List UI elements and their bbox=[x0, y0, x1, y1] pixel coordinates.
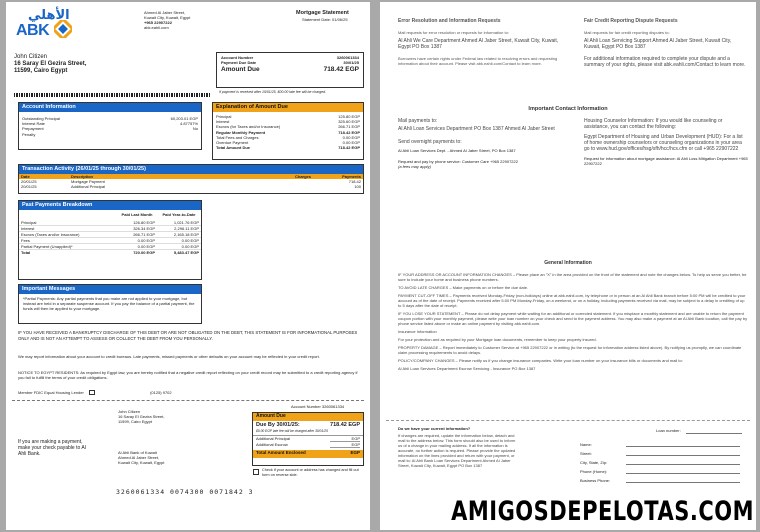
amount-due: 718.42 EGP bbox=[323, 66, 359, 74]
update-info-form-text bbox=[398, 426, 518, 468]
bank-address-line: Kuwait City, Kuwait, Egypt bbox=[144, 15, 191, 20]
expl-label: Principal bbox=[216, 114, 232, 119]
expl-value: 718.42 EGP bbox=[338, 145, 360, 151]
update-form-instructions: If changes are required, update the information below, detach and mail to the address below. This form should also be used to inform us of a change in your mailing address. If all the information is accurate, no further action is required. Please provide the updated information on the lines provided and return with your payment, or mail to: Al Ahli Bank Loan Services Department Ahmed Al Jaber Street, Kuwait City, Kuwait, Egypt PO Box 1387 bbox=[398, 433, 516, 468]
expl-value: 0.00 EGP bbox=[342, 134, 360, 140]
member-text: Member FDIC Equal Housing Lender bbox=[18, 390, 84, 395]
coupon-amount-box bbox=[252, 412, 364, 466]
total-enclosed-field[interactable]: EGP bbox=[350, 450, 360, 456]
logo-latin-text: ABK bbox=[16, 22, 50, 39]
pp-month: 266.71 EGP bbox=[133, 232, 155, 237]
general-info-late-charges: TO AVOID LATE CHARGES – Make payments on or before the due date. bbox=[398, 285, 529, 290]
coupon-address bbox=[118, 409, 164, 424]
col-header: Paid Year-to-Date bbox=[162, 212, 196, 217]
coupon-account-number: Account Number 3260061334 bbox=[291, 404, 345, 409]
field-label: Business Phone: bbox=[580, 478, 611, 483]
credit-report-note: We may report information about your account to credit bureaus. Late payments, missed payments or other defaults on your account may be reflected in your credit report. bbox=[18, 354, 320, 359]
late-fee-note: If payment is received after 15/01/25, $00.00 late fee will be charged. bbox=[219, 90, 327, 94]
business-phone-field[interactable] bbox=[626, 478, 740, 483]
logo-mark-icon bbox=[54, 20, 72, 38]
coupon-late-fee: $0.00 EGP late fee will be charged after 30/01/25 bbox=[256, 429, 328, 433]
overnight-address: Al Ahli Loan Services Dept. - Ahmed Al Jaber Street, PO Box 1387 bbox=[398, 148, 516, 153]
bankruptcy-notice: IF YOU HAVE RECEIVED A BANKRUPTCY DISCHARGE OF THIS DEBT OR ARE NOT OBLIGATED ON THE DEBT, THIS STATEMENT IS FOR INFORMATIONAL PURPOSES ONLY AND IS NOT AN ATTEMPT TO ASSESS OR COLLECT THE DEBT FROM YOU PERSONALLY. bbox=[18, 330, 358, 341]
account-information-panel bbox=[18, 102, 202, 150]
expl-value: 0.00 EGP bbox=[342, 140, 360, 146]
important-messages-panel bbox=[18, 284, 202, 324]
amount-due-label: Amount Due bbox=[221, 66, 260, 74]
info-value: No bbox=[192, 126, 198, 132]
expl-value: 125.80 EGP bbox=[338, 114, 360, 119]
expl-value: 266.71 EGP bbox=[338, 124, 360, 130]
field-label: Street: bbox=[580, 451, 592, 456]
due-date: 30/01/25 bbox=[343, 60, 359, 66]
fair-credit-section bbox=[584, 18, 748, 68]
insurance-title: Insurance Information bbox=[398, 329, 437, 334]
col-header: Description bbox=[71, 174, 94, 179]
general-info-body bbox=[398, 272, 748, 371]
coupon-amount-due-title: Amount Due bbox=[253, 413, 363, 421]
tx-payments: 718.42 bbox=[348, 179, 361, 184]
pp-month: 326.34 EGP bbox=[133, 226, 155, 231]
col-header: Payments bbox=[342, 174, 361, 179]
member-fdic-note bbox=[18, 390, 172, 395]
error-resolution-address: Al Ahli We Care Department Ahmed Al Jaber Street, Kuwait City, Kuwait, Egypt PO Box 1387 bbox=[398, 38, 559, 50]
pp-ytd: 2,296.11 EGP bbox=[174, 226, 199, 231]
expl-value: 325.60 EGP bbox=[338, 119, 360, 125]
phone-pay-service: Request and pay by phone service: Customer Care +965 22907222 bbox=[398, 159, 518, 164]
mail-payments-label: Mail payments to: bbox=[398, 118, 438, 124]
important-messages-title: Important Messages bbox=[19, 285, 201, 294]
address-change-note: Check if your account or address has changed and fill out form on reverse side. bbox=[262, 468, 359, 477]
pp-ytd: 0.00 EGP bbox=[181, 238, 199, 243]
back-tear-line bbox=[386, 420, 750, 421]
home-phone-field[interactable] bbox=[626, 469, 740, 474]
name-field[interactable] bbox=[626, 442, 740, 447]
tx-description: Mortgage Payment bbox=[71, 179, 105, 184]
pp-ytd: 1,021.76 EGP bbox=[173, 220, 199, 225]
watermark-text: AMIGOSDEPELOTAS.COM bbox=[451, 496, 754, 526]
coupon-pay-note: If you are making a payment, make your check payable to Al Ahli Bank. bbox=[18, 439, 86, 457]
bank-phone: +965 22907222 bbox=[144, 20, 172, 25]
col-header: Paid Last Month bbox=[121, 212, 153, 217]
pp-month: 126.80 EGP bbox=[133, 220, 155, 225]
amount-due-summary bbox=[216, 52, 364, 88]
mail-payments-address: Al Ahli Loan Services Department PO Box 1387 Ahmed Al Jaber Street bbox=[398, 126, 555, 132]
contact-info-title: Important Contact Information bbox=[528, 106, 608, 112]
abk-logo bbox=[14, 8, 74, 42]
pp-label: Partial Payment (Unapplied)* bbox=[21, 244, 73, 249]
pp-label: Principal bbox=[21, 220, 37, 225]
statement-date: Statement Date: 01/06/25 bbox=[302, 17, 348, 22]
error-resolution-section bbox=[398, 18, 568, 66]
tx-charges bbox=[229, 184, 313, 189]
hud-info: Egypt Department of Housing and Urban Development (HUD): For a list of home ownership counselors or counseling organizations in your area go to www.hud.gov/offices/hsg/sfh/hcc/hcs.cfm or call +965 22907222 bbox=[584, 134, 743, 152]
policy-changes: POLICY/COMPANY CHANGES – Please notify us if you change insurance companies. Write your loan number on your insurance bills or documents and mail to: bbox=[398, 358, 683, 363]
payment-contacts bbox=[398, 118, 568, 169]
customer-name: John Citizen bbox=[14, 54, 48, 60]
postal-barcode bbox=[14, 93, 210, 97]
general-info-lost-statement: IF YOU LOSE YOUR STATEMENT – Please do not delay payment while waiting for an additional or corrected statement. If you misplace a monthly statement and are unable to return the payment coupon portion with your monthly payment, please write your loan number on your check and send to the payment address. You may also make a payment at an Al Ahli Bank location, call the pay by phone service listed above or make an online payment by visiting abk.eahli.com. bbox=[398, 311, 748, 326]
error-resolution-text: Mail requests for error resolution or requests for information to: bbox=[398, 30, 509, 35]
account-number-label: Account Number bbox=[221, 55, 254, 60]
mortgage-assistance-info: Request for information about mortgage assistance: Al Ahli Loss Mitigation Department +965 22907222 bbox=[584, 156, 748, 166]
expl-label: Total Amount Due bbox=[216, 145, 250, 151]
pp-label: Escrow (Taxes and/or Insurance) bbox=[21, 232, 80, 237]
transaction-activity-title: Transaction Activity (26/01/25 through 30/01/25) bbox=[19, 165, 363, 174]
explanation-title: Explanation of Amount Due bbox=[213, 103, 363, 112]
pp-label: Interest bbox=[21, 226, 35, 231]
info-label: Interest Rate bbox=[22, 121, 45, 127]
tx-date: 20/01/25 bbox=[21, 184, 37, 189]
coupon-bank-line: Al Ahli Bank of Kuwait bbox=[118, 450, 157, 455]
explanation-panel bbox=[212, 102, 364, 160]
counselor-info: Housing Counselor Information: If you would like counseling or assistance, you can contact the following: bbox=[584, 118, 723, 130]
field-label: Name: bbox=[580, 442, 592, 447]
tear-line bbox=[12, 400, 364, 401]
coupon-due-amount: 718.42 EGP bbox=[330, 422, 360, 428]
expl-value: 718.42 EGP bbox=[338, 129, 360, 135]
pp-ytd: 0.00 EGP bbox=[181, 244, 199, 249]
bank-website[interactable]: abk.eahli.com bbox=[144, 25, 169, 30]
statement-front-page bbox=[6, 2, 370, 530]
additional-principal-label: Additional Principal bbox=[256, 436, 291, 441]
tx-description: Additional Principal bbox=[71, 184, 106, 189]
tx-date: 20/01/25 bbox=[21, 179, 37, 184]
egypt-residents-notice: NOTICE TO EGYPT RESIDENTS: As required by Egypt law, you are hereby notified that a negative credit report reflecting on your credit record may be submitted to a credit reporting agency if you fail to fulfill the terms of your credit obligations. bbox=[18, 370, 358, 380]
additional-escrow-field[interactable]: EGP bbox=[330, 442, 360, 448]
total-enclosed-label: Total Amount Enclosed bbox=[256, 450, 306, 456]
pp-label: Total bbox=[21, 250, 31, 255]
info-value: 4.87757% bbox=[179, 121, 198, 127]
coupon-bank-line: Kuwait City, Kuwait, Egypt bbox=[118, 460, 165, 465]
pp-ytd: 2,165.18 EGP bbox=[173, 232, 199, 237]
bank-address-line: Ahmed Al Jaber Street, bbox=[144, 10, 186, 15]
error-resolution-title: Error Resolution and Information Requests bbox=[398, 18, 501, 24]
loan-number-field[interactable] bbox=[686, 433, 742, 434]
equal-housing-icon bbox=[89, 390, 95, 395]
customer-address-block bbox=[14, 54, 86, 75]
property-damage: PROPERTY DAMAGE – Report immediately to Customer Service at +965 22907222 or in writing (to the request for information address listed above). By notifying us promptly, we can coordinate claim processing requirements to avoid delays. bbox=[398, 345, 742, 355]
additional-escrow-label: Additional Escrow bbox=[256, 442, 288, 448]
expl-label: Total Fees and Charges bbox=[216, 134, 259, 140]
field-label: City, State, Zip: bbox=[580, 460, 608, 465]
general-info-address-change: IF YOUR ADDRESS OR ACCOUNT INFORMATION CHANGES – Please place an "X" in the area provided on the front of the statement and note the changes below. To help us serve you better, be sure to include your home and business phone numbers. bbox=[398, 272, 747, 282]
fair-credit-address: Al Ahli Loan Servicing Support Ahmed Al Jaber Street, Kuwait City, Kuwait, Egypt PO Box 1387 bbox=[584, 38, 732, 50]
table-row bbox=[19, 250, 201, 256]
additional-principal-field[interactable]: EGP bbox=[330, 436, 360, 442]
pp-ytd: 5,483.47 EGP bbox=[173, 250, 199, 255]
coupon-due-by: Due By 30/01/25: bbox=[256, 422, 300, 428]
fees-note: (a fees may apply) bbox=[398, 164, 431, 169]
info-label: Penalty bbox=[22, 131, 36, 137]
address-change-checkbox[interactable] bbox=[253, 469, 259, 475]
street-field[interactable] bbox=[626, 451, 740, 456]
bank-address-block bbox=[144, 10, 190, 30]
statement-title: Mortgage Statement bbox=[296, 10, 349, 16]
info-value: 60,203.01 EGP bbox=[170, 116, 198, 121]
expl-label: Interest bbox=[216, 119, 230, 125]
coupon-bank-line: Ahmed Al Jaber Street, bbox=[118, 455, 160, 460]
pp-label: Fees bbox=[21, 238, 30, 243]
account-information-title: Account Information bbox=[19, 103, 201, 112]
general-info-cutoff: PAYMENT CUT-OFF TIMES – Payments received Monday-Friday (non-holidays) online at abk.eahli.com, by telephone or in person at an Al Ahli Bank branch before 5:00 PM will be credited to your account as of the date of receipt. Payments received after 5:00 PM Monday-Friday, on a weekend, or on a holiday, including payments received via mail, may be subject to a delay in crediting of up to 5 days after the date of receipt. bbox=[398, 293, 746, 308]
tx-payments: 100 bbox=[354, 184, 361, 189]
table-row bbox=[19, 184, 363, 189]
overnight-label: Send overnight payments to: bbox=[398, 139, 462, 145]
field-label: Phone (Home): bbox=[580, 469, 608, 474]
customer-city: 11599, Cairo Egypt bbox=[14, 68, 68, 74]
micr-line: 3260061334 0074300 0071842 3 bbox=[116, 488, 254, 496]
col-header: Charges bbox=[294, 174, 311, 179]
member-phone: (0125) 9702 bbox=[150, 390, 172, 395]
account-number: 3260061334 bbox=[336, 55, 359, 60]
fair-credit-title: Fair Credit Reporting Dispute Requests bbox=[584, 18, 678, 24]
coupon-bank-address bbox=[118, 450, 164, 465]
col-header: Date bbox=[21, 174, 30, 179]
important-messages-text: *Partial Payments: Any partial payments that you make are not applied to your mortgage, but instead are held in a separate suspense account. If you pay the balance of a partial payment, the funds will then be applied to your mortgage. bbox=[23, 296, 195, 311]
coupon-street: 16 Saray El Gezira Street, bbox=[118, 414, 165, 419]
info-label: Outstanding Principal bbox=[22, 116, 61, 121]
pp-month: 0.00 EGP bbox=[137, 238, 155, 243]
insurance-protection: For your protection and as required by your Mortgage loan documents, remember to keep your property insured. bbox=[398, 337, 597, 342]
statement-back-page bbox=[380, 2, 756, 530]
transaction-activity-panel bbox=[18, 164, 364, 194]
logo-arabic-text: الأهلي bbox=[28, 8, 70, 23]
update-form-title: Do we have your current information? bbox=[398, 426, 471, 431]
past-payments-panel bbox=[18, 200, 202, 280]
pp-month: 720.00 EGP bbox=[133, 250, 155, 255]
expl-label: Escrow (for Taxes and/or Insurance) bbox=[216, 124, 281, 130]
pp-month: 0.00 EGP bbox=[137, 244, 155, 249]
expl-label: Overdue Payment bbox=[216, 140, 249, 146]
city-state-zip-field[interactable] bbox=[626, 460, 740, 465]
coupon-name: John Citizen bbox=[118, 409, 141, 414]
expl-label: Regular Monthly Payment bbox=[216, 129, 266, 135]
general-info-title: General Information bbox=[544, 260, 592, 266]
info-label: Prepayment bbox=[22, 126, 44, 132]
error-resolution-rights: Borrowers have certain rights under Federal law related to resolving errors and requesting information about their account. Please visit abk.eahli.com/Contact to learn more. bbox=[398, 56, 558, 66]
past-payments-title: Past Payments Breakdown bbox=[19, 201, 201, 210]
escrow-address: Al Ahli Loan Services Department Escrow Servicing - Insurance PO Box 1387 bbox=[398, 366, 536, 371]
fair-credit-info: For additional information required to complete your dispute and a summary of your rights, please visit abk.eahli.com/Contact to learn more. bbox=[584, 56, 746, 68]
fair-credit-text: Mail requests for fair credit reporting disputes to: bbox=[584, 30, 670, 35]
loan-number-label: Loan number: bbox=[656, 428, 681, 433]
coupon-city: 11599, Cairo Egypt bbox=[118, 419, 152, 424]
customer-street: 16 Saray El Gezira Street, bbox=[14, 61, 87, 67]
counseling-contacts bbox=[584, 118, 748, 166]
update-info-form-fields bbox=[580, 442, 740, 483]
due-date-label: Payment Due Date bbox=[221, 60, 257, 66]
